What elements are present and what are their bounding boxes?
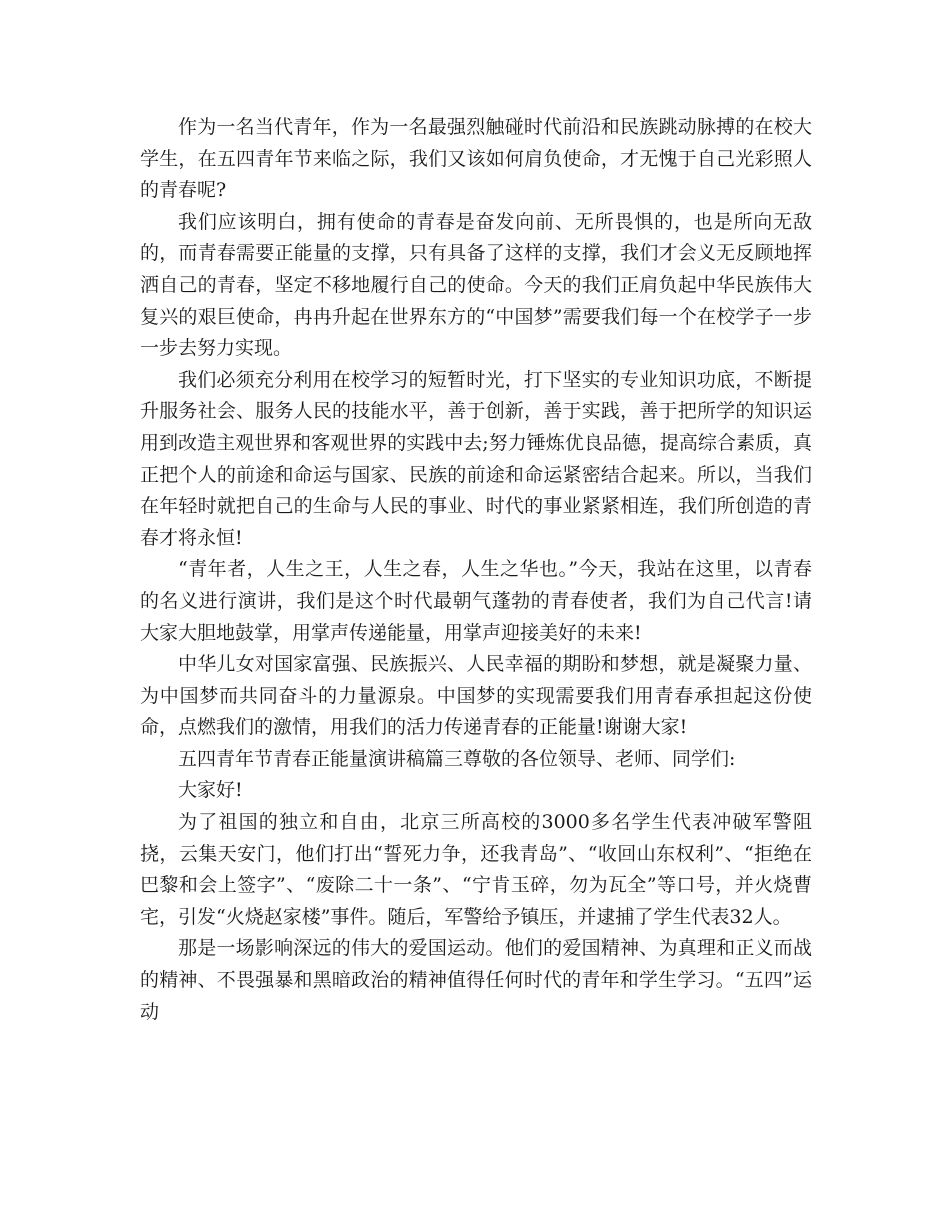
- paragraph-8: 为了祖国的独立和自由，北京三所高校的3000多名学生代表冲破军警阻挠，云集天安门，他们打出“誓死力争，还我青岛”、“收回山东权利”、“拒绝在巴黎和会上签字”、“废除二十一条”、“宁肯玉碎，勿为瓦全”等口号，并火烧曹宅，引发“火烧赵家楼”事件。随后，军警给予镇压，并逮捕了学生代表32人。: [140, 811, 812, 928]
- paragraph-1: 作为一名当代青年，作为一名最强烈触碰时代前沿和民族跳动脉搏的在校大学生，在五四青年节来临之际，我们又该如何肩负使命，才无愧于自己光彩照人的青春呢?: [140, 116, 812, 202]
- paragraph-6: 五四青年节青春正能量演讲稿篇三尊敬的各位领导、老师、同学们:: [178, 747, 736, 770]
- paragraph-9: 那是一场影响深远的伟大的爱国运动。他们的爱国精神、为真理和正义而战的精神、不畏强暴和黑暗政治的精神值得任何时代的青年和学生学习。“五四”运动: [140, 937, 812, 1023]
- document-body: [140, 112, 812, 1028]
- paragraph-4: “青年者，人生之王，人生之春，人生之华也。”今天，我站在这里，以青春的名义进行演讲，我们是这个时代最朝气蓬勃的青春使者，我们为自己代言!请大家大胆地鼓掌，用掌声传递能量，用掌声迎接美好的未来!: [140, 558, 812, 644]
- paragraph-3: 我们必须充分利用在校学习的短暂时光，打下坚实的专业知识功底，不断提升服务社会、服务人民的技能水平，善于创新，善于实践，善于把所学的知识运用到改造主观世界和客观世界的实践中去;努力锤炼优良品德，提高综合素质，真正把个人的前途和命运与国家、民族的前途和命运紧密结合起来。所以，当我们在年轻时就把自己的生命与人民的事业、时代的事业紧紧相连，我们所创造的青春才将永恒!: [140, 368, 812, 549]
- paragraph-5: 中华儿女对国家富强、民族振兴、人民幸福的期盼和梦想，就是凝聚力量、为中国梦而共同奋斗的力量源泉。中国梦的实现需要我们用青春承担起这份使命，点燃我们的激情，用我们的活力传递青春的正能量!谢谢大家!: [140, 653, 812, 739]
- paragraph-2: 我们应该明白，拥有使命的青春是奋发向前、无所畏惧的，也是所向无敌的，而青春需要正能量的支撑，只有具备了这样的支撑，我们才会义无反顾地挥洒自己的青春，坚定不移地履行自己的使命。今天的我们正肩负起中华民族伟大复兴的艰巨使命，冉冉升起在世界东方的“中国梦”需要我们每一个在校学子一步一步去努力实现。: [140, 210, 812, 360]
- paragraph-7: 大家好!: [178, 779, 243, 802]
